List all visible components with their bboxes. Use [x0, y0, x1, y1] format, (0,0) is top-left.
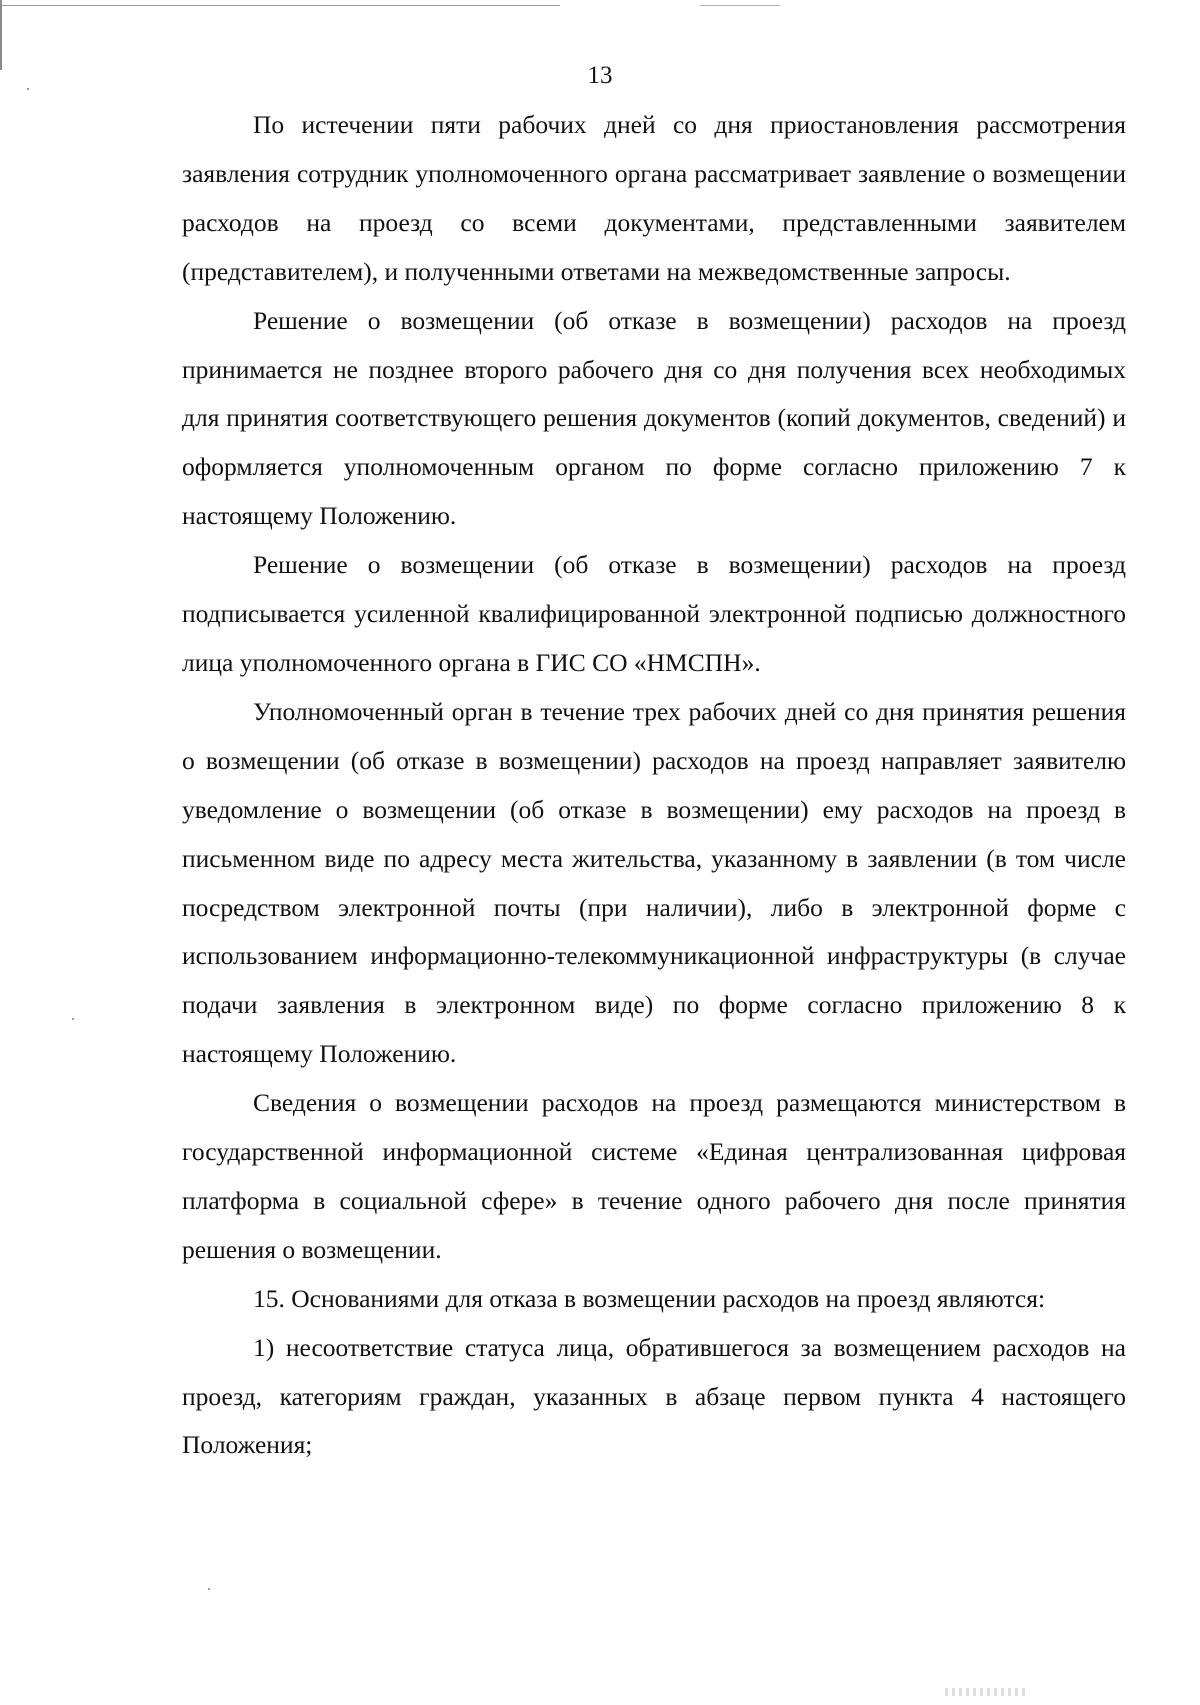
scan-artifact-smudge [945, 1688, 1025, 1696]
paragraph: Сведения о возмещении расходов на проезд размещаются министерством в государственной информационной системе «Единая централизованная цифровая платформа в социальной сфере» в течение одного рабочего дня после принятия решения о возмещении. [182, 1088, 1126, 1264]
page-number: 13 [587, 62, 613, 89]
paragraph: По истечении пяти рабочих дней со дня приостановления рассмотрения заявления сотрудник уполномоченного органа рассматривает заявление о возмещении расходов на проезд со всеми документами, представленными заявителем (представителем), и полученными ответами на межведомственные запросы. [182, 110, 1126, 286]
paragraph: Уполномоченный орган в течение трех рабочих дней со дня принятия решения о возмещении (об отказе в возмещении) расходов на проезд направляет заявителю уведомление о возмещении (об отказе в возмещении) ему расходов на проезд в письменном виде по адресу места жительства, указанному в заявлении (в том числе посредством электронной почты (при наличии), либо в электронной форме с использованием информационно-телекоммуникационной инфраструктуры (в случае подачи заявления в электронном виде) по форме согласно приложению 8 к настоящему Положению. [182, 696, 1126, 1069]
scan-artifact-edge [0, 0, 2, 70]
document-body [182, 101, 1126, 1470]
paragraph: Решение о возмещении (об отказе в возмещении) расходов на проезд принимается не позднее второго рабочего дня со дня получения всех необходимых для принятия соответствующего решения документов (копий документов, сведений) и оформляется уполномоченным органом по форме согласно приложению 7 к настоящему Положению. [182, 305, 1126, 531]
paragraph: 15. Основаниями для отказа в возмещении расходов на проезд являются: [253, 1283, 1046, 1313]
scan-artifact-line [0, 5, 560, 6]
scan-artifact-line [700, 5, 780, 6]
paragraph: Решение о возмещении (об отказе в возмещении) расходов на проезд подписывается усиленной квалифицированной электронной подписью должностного лица уполномоченного органа в ГИС СО «НМСПН». [182, 550, 1126, 677]
paragraph: 1) несоответствие статуса лица, обратившегося за возмещением расходов на проезд, категориям граждан, указанных в абзаце первом пункта 4 настоящего Положения; [182, 1332, 1126, 1460]
scan-artifact-dot [208, 1588, 210, 1590]
scan-artifact-dot [72, 1018, 74, 1020]
